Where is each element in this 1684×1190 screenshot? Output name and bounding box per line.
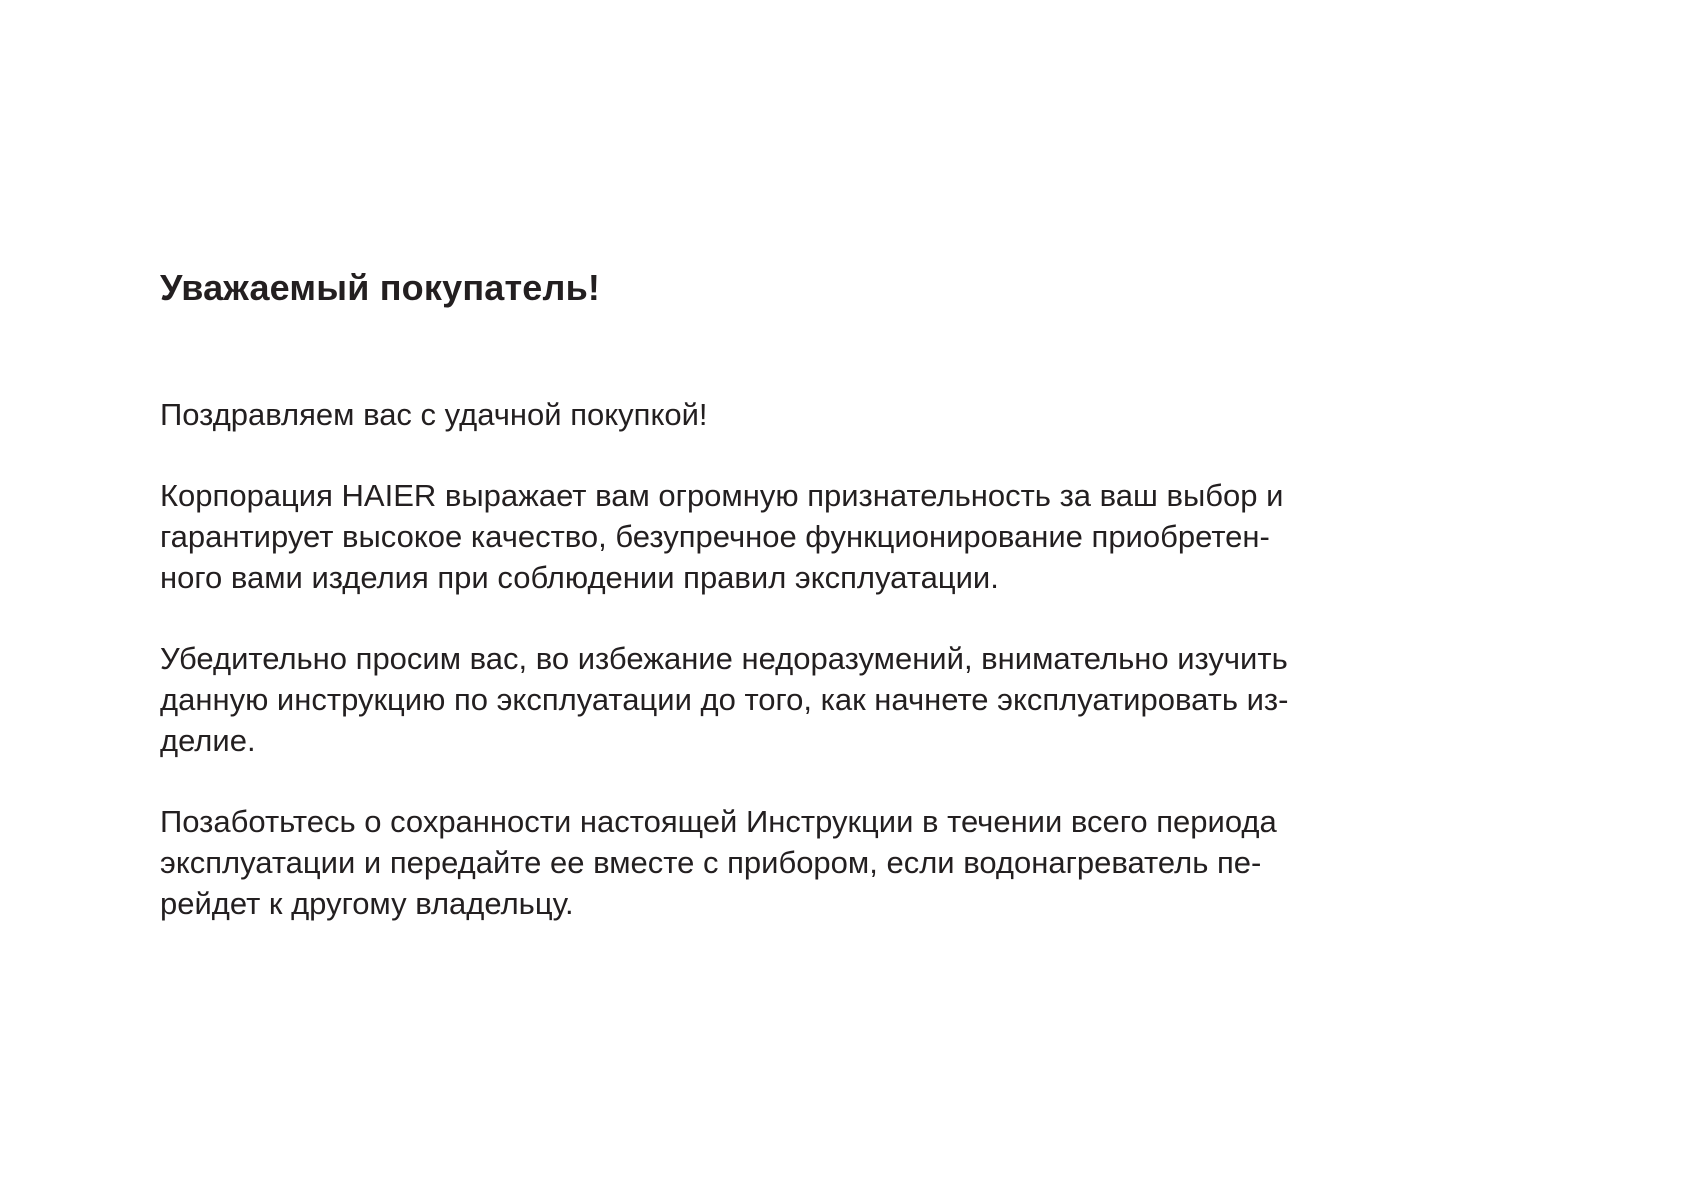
letter-body <box>160 394 1460 924</box>
paragraph-line: Корпорация HAIER выражает вам огромную признательность за ваш выбор и <box>160 478 1284 513</box>
paragraph-line: Поздравляем вас с удачной покупкой! <box>160 397 708 432</box>
greeting-heading: Уважаемый покупатель! <box>160 267 601 308</box>
paragraph-line: ного вами изделия при соблюдении правил эксплуатации. <box>160 560 999 595</box>
paragraph-line: Убедительно просим вас, во избежание недоразумений, внимательно изучить <box>160 641 1288 676</box>
paragraph-gratitude <box>160 475 1460 598</box>
paragraph-line: Позаботьтесь о сохранности настоящей Инструкции в течении всего периода <box>160 804 1277 839</box>
paragraph-keep-manual <box>160 801 1460 924</box>
paragraph-line: эксплуатации и передайте ее вместе с прибором, если водонагреватель пе- <box>160 845 1262 880</box>
paragraph-line: гарантирует высокое качество, безупречное функционирование приобретен- <box>160 519 1270 554</box>
paragraph-line: рейдет к другому владельцу. <box>160 886 574 921</box>
paragraph-line: данную инструкцию по эксплуатации до того, как начнете эксплуатировать из- <box>160 682 1289 717</box>
paragraph-line: делие. <box>160 723 256 758</box>
paragraph-congratulations <box>160 394 1460 435</box>
letter-content <box>160 266 1460 964</box>
paragraph-instructions-request <box>160 638 1460 761</box>
